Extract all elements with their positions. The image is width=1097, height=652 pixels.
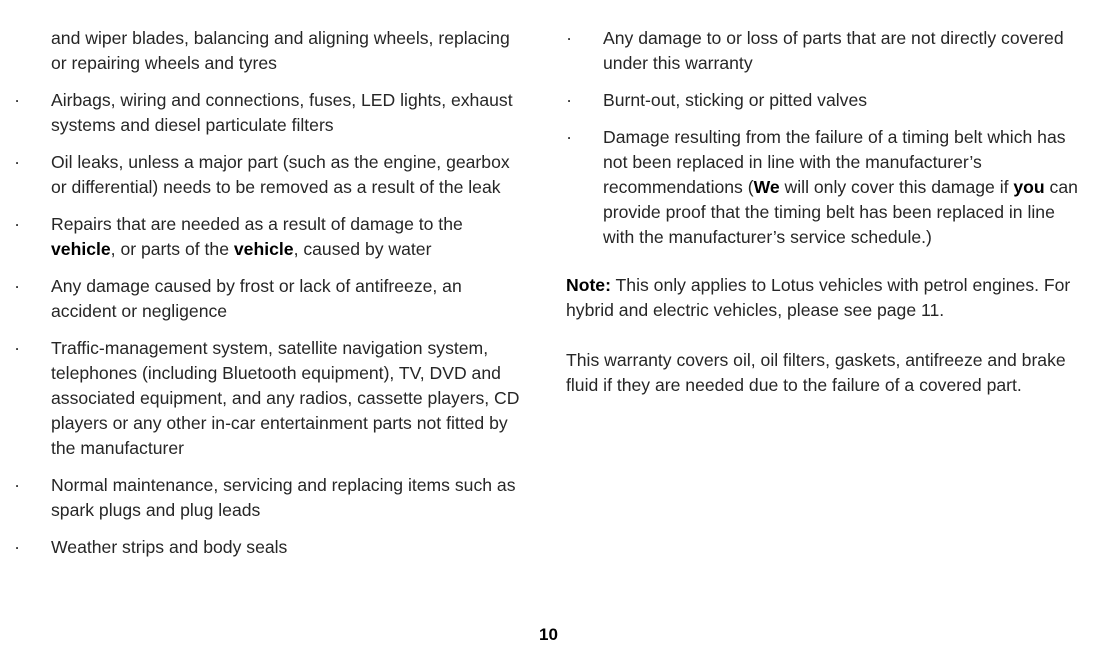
text-segment: Repairs that are needed as a result of damage to the (51, 214, 463, 234)
list-item (564, 125, 1084, 250)
list-item (0, 150, 520, 200)
note-text: This only applies to Lotus vehicles with petrol engines. For hybrid and electric vehicles, please see page 11. (566, 275, 1071, 320)
note-label: Note: (566, 275, 611, 295)
bullet-icon: · (14, 537, 20, 557)
bullet-icon: · (14, 338, 20, 358)
list-item (0, 473, 520, 523)
list-item-text: Oil leaks, unless a major part (such as the engine, gearbox or differential) needs to be removed as a result of the leak (51, 152, 510, 197)
bullet-icon: · (14, 475, 20, 495)
list-item (0, 535, 520, 560)
list-item-text: Normal maintenance, servicing and replacing items such as spark plugs and plug leads (51, 475, 516, 520)
list-item-text (603, 127, 1078, 247)
bullet-icon: · (14, 276, 20, 296)
bullet-icon: · (14, 90, 20, 110)
note-paragraph (564, 273, 1084, 323)
coverage-paragraph: This warranty covers oil, oil filters, gaskets, antifreeze and brake fluid if they are needed due to the failure of a covered part. (566, 350, 1066, 395)
bullet-icon: · (566, 90, 572, 110)
list-item-text: Any damage to or loss of parts that are not directly covered under this warranty (603, 28, 1064, 73)
bold-term: vehicle (233, 239, 294, 259)
bullet-icon: · (566, 127, 572, 147)
list-item (564, 88, 1084, 113)
list-item (564, 26, 1084, 76)
bold-term: vehicle (51, 239, 111, 259)
right-column (564, 26, 1084, 398)
list-item (0, 88, 520, 138)
bullet-icon: · (566, 28, 572, 48)
bullet-icon: · (14, 214, 20, 234)
list-item-text: Burnt-out, sticking or pitted valves (603, 90, 868, 110)
text-segment: , caused by water (293, 239, 432, 259)
list-item-text: Airbags, wiring and connections, fuses, LED lights, exhaust systems and diesel particulate filters (51, 90, 513, 135)
list-item-text: Weather strips and body seals (51, 537, 288, 557)
list-item-text: and wiper blades, balancing and aligning wheels, replacing or repairing wheels and tyres (51, 28, 510, 73)
list-item (0, 212, 520, 262)
text-segment: , or parts of the (110, 239, 234, 259)
text-segment: Damage resulting from the failure of a timing belt which has not been replaced in line with the manufacturer’s recommendations ( (603, 127, 1066, 197)
list-item-continuation (0, 26, 520, 76)
list-item-text: Traffic-management system, satellite navigation system, telephones (including Bluetooth equipment), TV, DVD and associated equipment, and any radios, cassette players, CD players or any other in-car entertainment parts not fitted by the manufacturer (51, 338, 520, 458)
bold-term: We (753, 177, 780, 197)
text-segment: will only cover this damage if (779, 177, 1014, 197)
left-column (0, 26, 520, 572)
page-number: 10 (539, 625, 558, 644)
bold-term: you (1013, 177, 1045, 197)
list-item-text (51, 214, 463, 259)
list-item (0, 274, 520, 324)
list-item-text: Any damage caused by frost or lack of antifreeze, an accident or negligence (51, 276, 462, 321)
text-segment: can provide proof that the timing belt has been replaced in line with the manufacturer’s service schedule.) (603, 177, 1078, 247)
bullet-icon: · (14, 152, 20, 172)
list-item (0, 336, 520, 461)
